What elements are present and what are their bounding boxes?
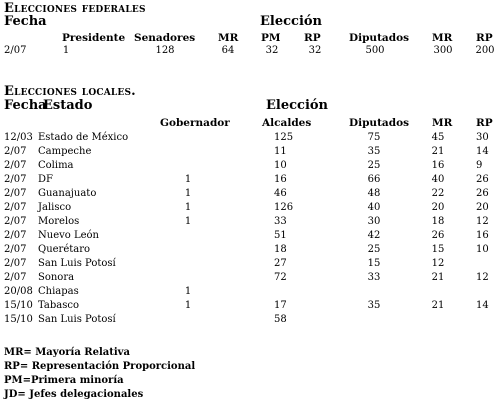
row-diputados: 33 xyxy=(367,272,381,283)
row-fecha: 2/07 xyxy=(4,258,27,269)
local-estado-label: Estado xyxy=(43,98,93,113)
row-diputados: 35 xyxy=(367,146,381,157)
row-estado: Querétaro xyxy=(38,244,91,255)
row-diputados: 30 xyxy=(367,216,381,227)
row-fecha: 12/03 xyxy=(4,132,33,143)
row-fecha: 2/07 xyxy=(4,160,27,171)
row-estado: Chiapas xyxy=(38,286,79,297)
row-rp: 12 xyxy=(476,272,489,283)
row-gobernador: 1 xyxy=(184,216,192,227)
federal-senadores: 128 xyxy=(155,45,175,56)
row-mr: 12 xyxy=(431,258,445,269)
row-estado: San Luis Potosí xyxy=(38,314,116,325)
header-rp: RP xyxy=(304,32,321,44)
row-mr: 18 xyxy=(431,216,445,227)
row-mr: 15 xyxy=(431,244,445,255)
row-gobernador: 1 xyxy=(184,188,192,199)
row-alcaldes: 10 xyxy=(274,160,287,171)
row-mr: 21 xyxy=(431,272,445,283)
header-rp-local: RP xyxy=(476,117,493,129)
federal-mr: 64 xyxy=(221,45,235,56)
row-fecha: 2/07 xyxy=(4,146,27,157)
row-fecha: 2/07 xyxy=(4,188,27,199)
header-mr-2: MR xyxy=(432,32,453,44)
header-mr-local: MR xyxy=(432,117,453,129)
row-mr: 21 xyxy=(431,146,445,157)
row-diputados: 48 xyxy=(367,188,381,199)
row-alcaldes: 46 xyxy=(274,188,287,199)
row-mr: 22 xyxy=(431,188,445,199)
row-gobernador: 1 xyxy=(184,286,192,297)
row-gobernador: 1 xyxy=(184,300,192,311)
row-rp: 30 xyxy=(476,132,489,143)
header-gobernador: Gobernador xyxy=(160,117,230,129)
header-presidente: Presidente xyxy=(62,32,126,44)
row-rp: 12 xyxy=(476,216,489,227)
row-gobernador: 1 xyxy=(184,202,192,213)
local-fecha-label: Fecha xyxy=(4,98,47,113)
row-estado: Guanajuato xyxy=(38,188,97,199)
row-alcaldes: 18 xyxy=(274,244,287,255)
row-estado: Nuevo León xyxy=(38,230,99,241)
row-mr: 20 xyxy=(431,202,445,213)
row-rp: 16 xyxy=(476,230,489,241)
federal-diputados: 500 xyxy=(365,45,385,56)
row-fecha: 2/07 xyxy=(4,230,27,241)
header-diputados: Diputados xyxy=(349,32,409,44)
row-alcaldes: 16 xyxy=(274,174,287,185)
row-fecha: 2/07 xyxy=(4,174,27,185)
row-diputados: 40 xyxy=(367,202,381,213)
legend-item: PM=Primera minoría xyxy=(4,375,124,386)
federal-eleccion-label: Elección xyxy=(260,14,323,29)
local-title: Elecciones locales. xyxy=(4,84,136,99)
row-estado: DF xyxy=(38,174,53,185)
federal-rp-2: 200 xyxy=(475,45,495,56)
row-gobernador: 1 xyxy=(184,174,192,185)
row-rp: 10 xyxy=(476,244,489,255)
federal-presidente: 1 xyxy=(62,45,70,56)
legend-item: MR= Mayoría Relativa xyxy=(4,347,130,358)
header-senadores: Senadores xyxy=(134,32,196,44)
federal-title: Elecciones federales xyxy=(4,1,146,16)
row-rp: 9 xyxy=(476,160,483,171)
row-estado: Estado de México xyxy=(38,132,129,143)
row-mr: 21 xyxy=(431,300,445,311)
legend-item: JD= Jefes delegacionales xyxy=(4,389,144,400)
row-diputados: 42 xyxy=(367,230,381,241)
row-diputados: 35 xyxy=(367,300,381,311)
header-rp-2: RP xyxy=(476,32,493,44)
legend-item: RP= Representación Proporcional xyxy=(4,361,196,372)
header-mr: MR xyxy=(218,32,239,44)
federal-rp: 32 xyxy=(308,45,322,56)
row-rp: 26 xyxy=(476,174,489,185)
row-rp: 20 xyxy=(476,202,489,213)
federal-mr-2: 300 xyxy=(433,45,453,56)
row-diputados: 66 xyxy=(367,174,381,185)
header-diputados-local: Diputados xyxy=(349,117,409,129)
row-fecha: 2/07 xyxy=(4,216,27,227)
row-alcaldes: 51 xyxy=(274,230,287,241)
row-rp: 14 xyxy=(476,146,489,157)
row-mr: 16 xyxy=(431,160,445,171)
federal-fecha-label: Fecha xyxy=(4,14,47,29)
federal-pm: 32 xyxy=(265,45,279,56)
row-mr: 40 xyxy=(431,174,445,185)
row-fecha: 2/07 xyxy=(4,272,27,283)
row-estado: Colima xyxy=(38,160,74,171)
header-pm: PM xyxy=(261,32,281,44)
row-alcaldes: 126 xyxy=(274,202,294,213)
row-diputados: 25 xyxy=(367,160,381,171)
row-fecha: 15/10 xyxy=(4,300,33,311)
row-alcaldes: 72 xyxy=(274,272,287,283)
row-estado: Campeche xyxy=(38,146,92,157)
row-fecha: 2/07 xyxy=(4,244,27,255)
row-diputados: 15 xyxy=(367,258,381,269)
local-eleccion-label: Elección xyxy=(266,98,329,113)
row-estado: Sonora xyxy=(38,272,75,283)
row-alcaldes: 17 xyxy=(274,300,287,311)
row-alcaldes: 125 xyxy=(274,132,294,143)
row-alcaldes: 58 xyxy=(274,314,287,325)
row-fecha: 15/10 xyxy=(4,314,33,325)
row-rp: 14 xyxy=(476,300,489,311)
row-rp: 26 xyxy=(476,188,489,199)
row-alcaldes: 27 xyxy=(274,258,287,269)
row-fecha: 20/08 xyxy=(4,286,33,297)
row-fecha: 2/07 xyxy=(4,202,27,213)
row-estado: Tabasco xyxy=(38,300,79,311)
row-estado: San Luis Potosí xyxy=(38,258,116,269)
row-estado: Jalisco xyxy=(38,202,72,213)
header-alcaldes: Alcaldes xyxy=(262,117,312,129)
row-estado: Morelos xyxy=(38,216,80,227)
row-mr: 26 xyxy=(431,230,445,241)
row-diputados: 75 xyxy=(367,132,381,143)
row-mr: 45 xyxy=(431,132,445,143)
row-alcaldes: 33 xyxy=(274,216,287,227)
row-diputados: 25 xyxy=(367,244,381,255)
federal-fecha: 2/07 xyxy=(4,45,27,56)
row-alcaldes: 11 xyxy=(274,146,287,157)
